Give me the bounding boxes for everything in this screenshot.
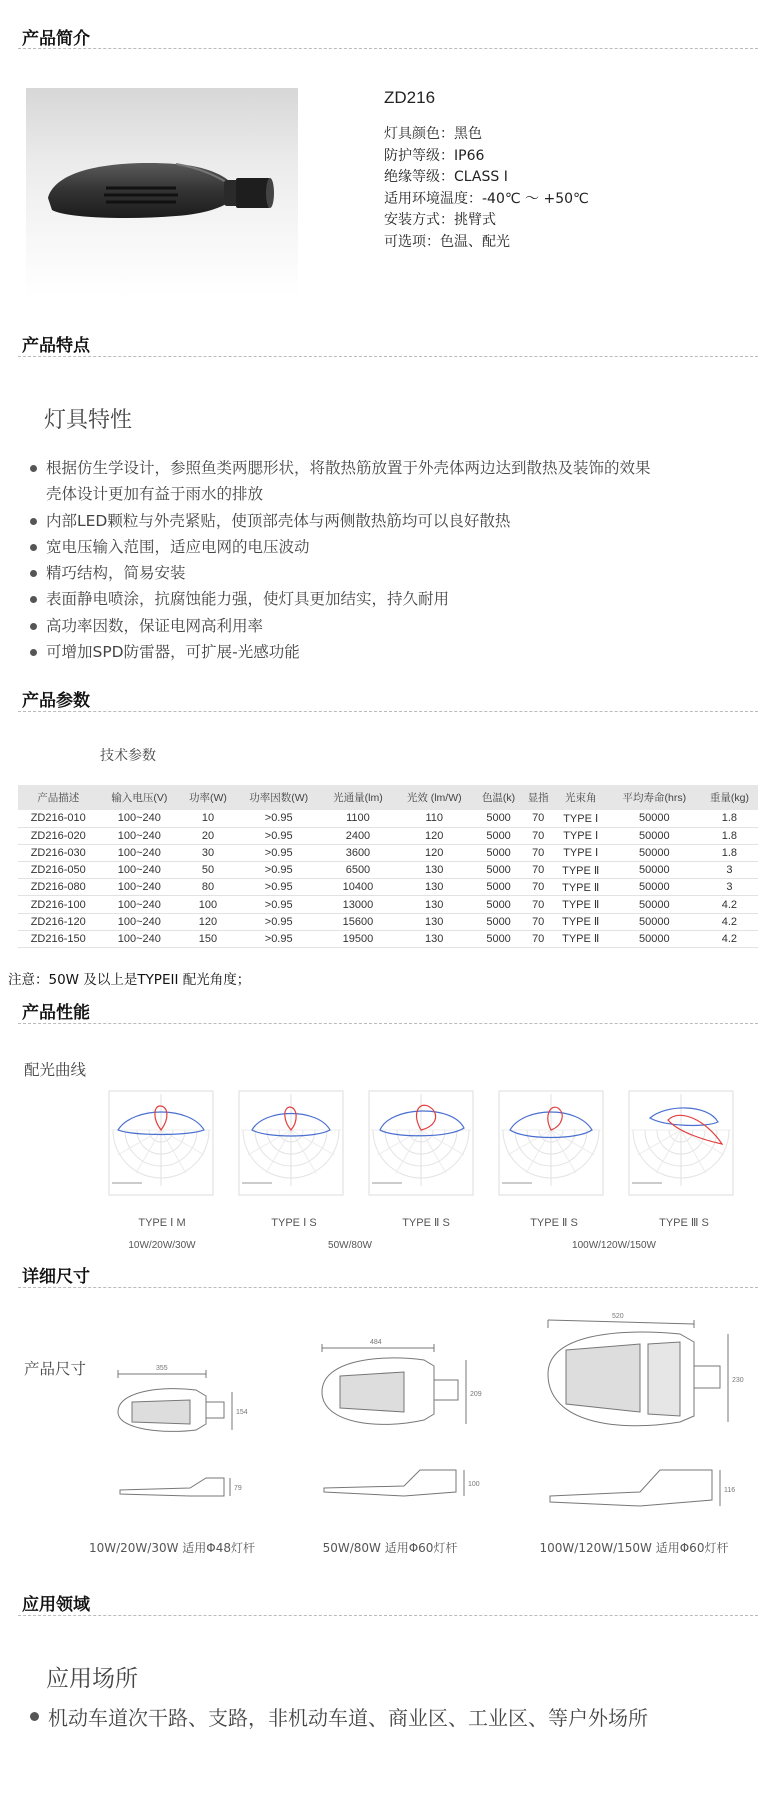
spec-line: 适用环境温度：-40℃ ～ +50℃ [384,190,589,207]
section-title: 应用领域 [22,1595,90,1615]
power-label: 10W/20W/30W [128,1240,196,1251]
table-cell: 100~240 [98,896,180,913]
bullet-icon [30,518,37,525]
table-cell: 5000 [474,913,523,930]
table-cell: 5000 [474,862,523,879]
table-cell: 3600 [322,844,394,861]
table-cell: 100~240 [98,913,180,930]
product-image [26,88,298,298]
bullet-icon [30,570,37,577]
dimension-drawings [0,1313,776,1530]
table-cell: ZD216-100 [18,896,98,913]
table-cell: 6500 [322,862,394,879]
table-cell: ZD216-030 [18,844,98,861]
table-cell: 30 [180,844,235,861]
table-cell: 5000 [474,930,523,947]
table-cell: 80 [180,879,235,896]
table-cell: 130 [394,896,474,913]
table-cell: 120 [180,913,235,930]
dimension-value: 230 [732,1377,744,1384]
table-cell: ZD216-150 [18,930,98,947]
table-cell: 120 [394,844,474,861]
table-cell: 19500 [322,930,394,947]
table-row [18,810,758,827]
table-cell: 130 [394,879,474,896]
list-item [30,586,750,612]
list-item [30,613,750,639]
table-cell: 50000 [608,879,701,896]
bullet-icon [30,1712,39,1721]
divider [18,48,758,49]
table-header-row [18,785,758,810]
dimension-value: 520 [612,1313,624,1320]
table-cell: 150 [180,930,235,947]
list-item [30,639,750,665]
features-list [30,455,750,665]
table-cell: >0.95 [236,844,322,861]
table-cell: 50000 [608,827,701,844]
dimension-value: 79 [234,1485,242,1492]
table-cell: 5000 [474,896,523,913]
table-cell: 70 [523,896,554,913]
application-heading: 应用场所 [46,1666,138,1692]
table-cell: 100~240 [98,810,180,827]
feature-text: 高功率因数，保证电网高利用率 [46,616,264,635]
feature-text: 宽电压输入范围，适应电网的电压波动 [46,537,310,556]
table-cell: 3 [701,862,758,879]
light-distribution-curve [238,1090,344,1196]
dimension-value: 100 [468,1481,480,1488]
column-header: 光通量(lm) [322,785,394,810]
table-cell: 130 [394,913,474,930]
table-cell: ZD216-020 [18,827,98,844]
feature-text: 可增加SPD防雷器，可扩展-光感功能 [46,643,300,662]
section-title: 产品参数 [22,691,90,711]
spec-line: 绝缘等级：CLASS Ⅰ [384,169,508,185]
column-header: 功率(W) [180,785,235,810]
table-cell: 3 [701,879,758,896]
feature-text: 表面静电喷涂，抗腐蚀能力强，使灯具更加结实，持久耐用 [46,590,450,609]
table-cell: >0.95 [236,827,322,844]
application-text: 机动车道次干路、支路，非机动车道、商业区、工业区、等户外场所 [48,1706,648,1730]
dimension-caption: 100W/120W/150W 适用Φ60灯杆 [539,1541,729,1555]
table-cell: 1.8 [701,844,758,861]
tech-params-label: 技术参数 [100,748,156,764]
table-cell: 70 [523,827,554,844]
table-cell: 4.2 [701,913,758,930]
table-row [18,844,758,861]
table-cell: 100~240 [98,827,180,844]
table-cell: 13000 [322,896,394,913]
table-row [18,896,758,913]
table-cell: 50000 [608,896,701,913]
dimension-value: 484 [370,1339,382,1346]
column-header: 产品描述 [18,785,98,810]
table-cell: TYPE Ⅰ [554,844,608,861]
features-heading: 灯具特性 [44,408,133,433]
curve-label: TYPE Ⅰ M [138,1217,186,1229]
table-cell: TYPE Ⅱ [554,930,608,947]
table-cell: 4.2 [701,896,758,913]
table-cell: TYPE Ⅰ [554,810,608,827]
table-cell: 70 [523,913,554,930]
bullet-icon [30,623,37,630]
table-row [18,879,758,896]
table-cell: 50000 [608,862,701,879]
table-cell: 5000 [474,810,523,827]
table-cell: ZD216-050 [18,862,98,879]
params-note: 注意：50W 及以上是TYPEII 配光角度； [8,972,251,988]
table-cell: >0.95 [236,862,322,879]
list-item [30,534,750,560]
table-cell: 15600 [322,913,394,930]
curve-label: TYPE Ⅱ S [530,1217,578,1229]
curve-label: TYPE Ⅰ S [271,1217,317,1229]
table-cell: 20 [180,827,235,844]
table-cell: 120 [394,827,474,844]
bullet-icon [30,544,37,551]
divider [18,1615,758,1616]
bullet-icon [30,596,37,603]
table-cell: 1.8 [701,810,758,827]
table-cell: >0.95 [236,810,322,827]
table-cell: TYPE Ⅱ [554,862,608,879]
power-label: 50W/80W [328,1240,372,1251]
divider [18,1287,758,1288]
divider [18,711,758,712]
table-cell: 50000 [608,844,701,861]
column-header: 光效 (lm/W) [394,785,474,810]
light-distribution-curve [498,1090,604,1196]
table-cell: >0.95 [236,879,322,896]
table-cell: 50 [180,862,235,879]
table-cell: TYPE Ⅰ [554,827,608,844]
spec-line: 灯具颜色：黑色 [384,126,482,142]
column-header: 光束角 [554,785,608,810]
column-header: 输入电压(V) [98,785,180,810]
table-cell: 100~240 [98,879,180,896]
column-header: 平均寿命(hrs) [608,785,701,810]
table-cell: 50000 [608,930,701,947]
street-light-illustration [26,88,298,298]
dimension-caption: 50W/80W 适用Φ60灯杆 [322,1541,458,1555]
spec-line: 可选项：色温、配光 [384,233,510,250]
table-cell: ZD216-010 [18,810,98,827]
table-cell: TYPE Ⅱ [554,913,608,930]
table-body [18,810,758,948]
table-cell: TYPE Ⅱ [554,896,608,913]
feature-text: 根据仿生学设计，参照鱼类两腮形状，将散热筋放置于外壳体两边达到散热及装饰的效果 [46,459,651,477]
column-header: 显指 [523,785,554,810]
list-item [30,455,750,481]
curve-label: TYPE Ⅱ S [402,1217,450,1229]
list-item [30,560,750,586]
section-title: 产品性能 [22,1003,90,1023]
dimension-value: 209 [470,1391,482,1398]
column-header: 功率因数(W) [236,785,322,810]
table-cell: 100~240 [98,930,180,947]
column-header: 重量(kg) [701,785,758,810]
table-cell: 70 [523,862,554,879]
table-cell: 110 [394,810,474,827]
curve-label: TYPE Ⅲ S [659,1217,709,1229]
table-cell: 70 [523,810,554,827]
table-cell: >0.95 [236,913,322,930]
params-table [18,785,758,948]
table-cell: 5000 [474,827,523,844]
table-cell: 1100 [322,810,394,827]
table-cell: 10400 [322,879,394,896]
column-header: 色温(k) [474,785,523,810]
table-cell: ZD216-120 [18,913,98,930]
table-cell: TYPE Ⅱ [554,879,608,896]
feature-text: 精巧结构，简易安装 [46,564,186,583]
light-distribution-curve [108,1090,214,1196]
table-row [18,827,758,844]
spec-line: 防护等级：IP66 [384,147,485,164]
table-row [18,930,758,947]
divider [18,356,758,357]
power-label: 100W/120W/150W [572,1240,656,1251]
curves-subheading: 配光曲线 [24,1061,87,1079]
spec-line: 安装方式：挑臂式 [384,212,496,228]
section-title: 详细尺寸 [22,1267,90,1287]
table-cell: 100~240 [98,862,180,879]
list-item [30,508,750,534]
table-cell: 1.8 [701,827,758,844]
list-item [30,481,750,507]
list-item [30,1702,648,1731]
table-cell: ZD216-080 [18,879,98,896]
dimension-value: 355 [156,1365,168,1372]
product-specs [384,124,589,253]
table-cell: 50000 [608,810,701,827]
bullet-icon [30,649,37,656]
product-model: ZD216 [384,88,436,107]
section-title: 产品特点 [22,336,90,356]
table-cell: >0.95 [236,930,322,947]
table-cell: 70 [523,930,554,947]
table-cell: 10 [180,810,235,827]
feature-text: 壳体设计更加有益于雨水的排放 [46,485,264,504]
dimensions-subheading: 产品尺寸 [24,1360,87,1378]
table-cell: 5000 [474,879,523,896]
table-cell: 50000 [608,913,701,930]
table-cell: 100~240 [98,844,180,861]
table-cell: >0.95 [236,896,322,913]
table-cell: 2400 [322,827,394,844]
feature-text: 内部LED颗粒与外壳紧贴，使顶部壳体与两侧散热筋均可以良好散热 [46,511,511,530]
table-row [18,862,758,879]
table-row [18,913,758,930]
section-title: 产品简介 [22,29,90,49]
light-distribution-curve [368,1090,474,1196]
table-cell: 4.2 [701,930,758,947]
bullet-icon [30,465,37,472]
dimension-value: 116 [724,1487,736,1494]
table-cell: 130 [394,862,474,879]
table-cell: 130 [394,930,474,947]
table-cell: 70 [523,844,554,861]
table-cell: 5000 [474,844,523,861]
dimension-caption: 10W/20W/30W 适用Φ48灯杆 [88,1541,256,1555]
light-distribution-curve [628,1090,734,1196]
table-cell: 100 [180,896,235,913]
dimension-value: 154 [236,1409,248,1416]
divider [18,1023,758,1024]
table-cell: 70 [523,879,554,896]
